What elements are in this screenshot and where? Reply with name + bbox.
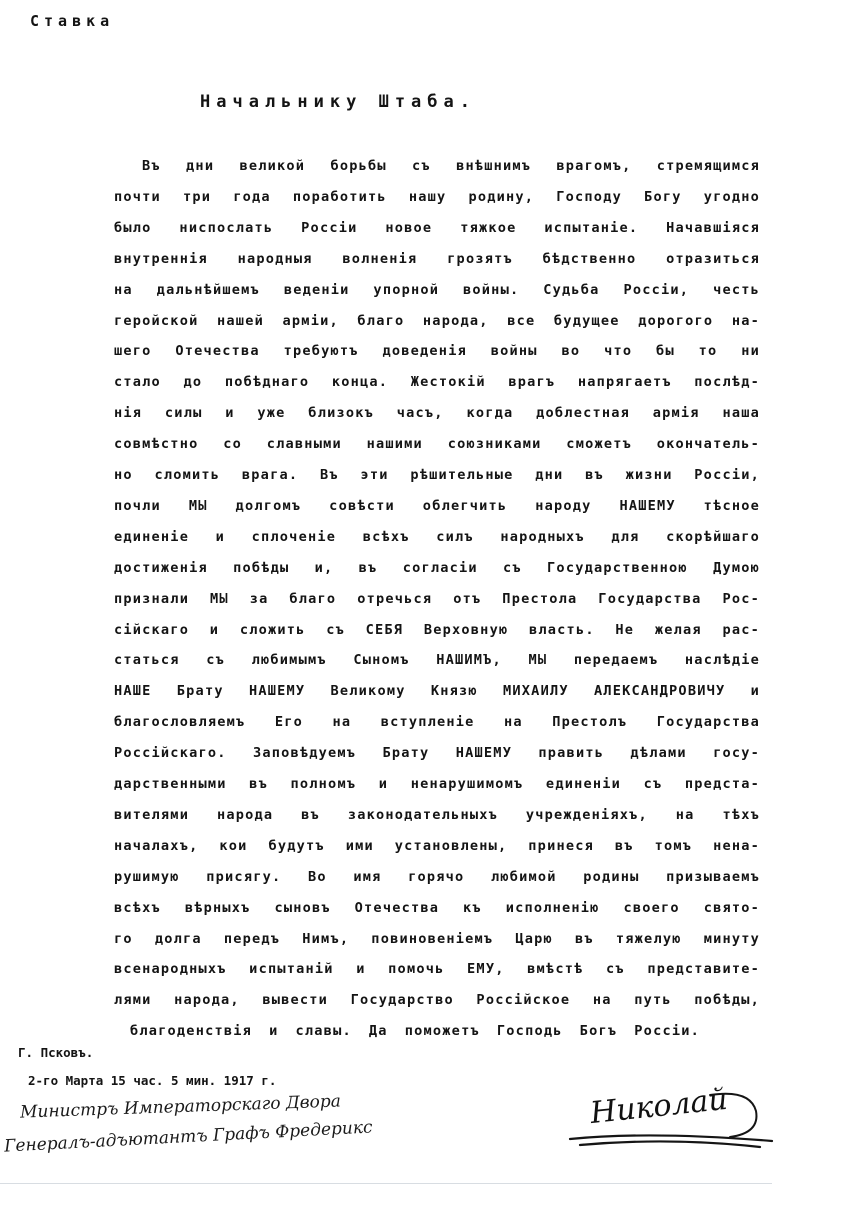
- body-line: сійскаго и сложить съ СЕБЯ Верховную власть. Не желая рас-: [114, 621, 760, 638]
- header-stavka: Ставка: [30, 12, 115, 30]
- signature-name: Николай: [588, 1081, 730, 1132]
- body-line: геройской нашей арміи, благо народа, все будущее дорогого на-: [114, 312, 760, 329]
- body-line: почли МЫ долгомъ совѣсти облегчить народу НАШЕМУ тѣсное: [114, 497, 760, 514]
- body-line: нія силы и уже близокъ часъ, когда доблестная армія наша: [114, 405, 760, 422]
- body-line: началахъ, кои будутъ ими установлены, принеся въ томъ нена-: [114, 837, 760, 854]
- body-line: дарственными въ полномъ и ненарушимомъ единеніи съ предста-: [114, 776, 760, 792]
- body-line: всѣхъ вѣрныхъ сыновъ Отечества къ исполненію своего свято-: [114, 899, 760, 916]
- body-line: лями народа, вывести Государство Россійское на путь побѣды,: [114, 992, 760, 1009]
- body-line: благоденствія и славы. Да поможетъ Господь Богъ Россіи.: [130, 1023, 700, 1040]
- date-of-signing: 2-го Марта 15 час. 5 мин. 1917 г.: [28, 1073, 277, 1088]
- body-line: статься съ любимымъ Сыномъ НАШИМЪ, МЫ передаемъ наслѣдіе: [114, 652, 760, 669]
- body-line: рушимую присягу. Во имя горячо любимой родины призываемъ: [114, 868, 760, 885]
- body-line: вителями народа въ законодательныхъ учрежденіяхъ, на тѣхъ: [114, 806, 760, 823]
- body-line: шего Отечества требуютъ доведенія войны во что бы то ни: [114, 343, 760, 360]
- body-line: совмѣстно со славными нашими союзниками сможетъ окончатель-: [114, 436, 760, 453]
- body-line: на дальнѣйшемъ веденіи упорной войны. Судьба Россіи, честь: [114, 281, 760, 298]
- countersign-line: Министръ Императорскаго Двора: [19, 1091, 342, 1123]
- signature-flourish-icon: [560, 1075, 780, 1155]
- place-of-signing: Г. Псковъ.: [18, 1045, 94, 1060]
- body-line: НАШЕ Брату НАШЕМУ Великому Князю МИХАИЛУ АЛЕКСАНДРОВИЧУ и: [114, 683, 760, 700]
- body-line: единеніе и сплоченіе всѣхъ силъ народныхъ для скорѣйшаго: [114, 528, 760, 545]
- body-line: внутреннія народныя волненія грозятъ бѣдственно отразиться: [114, 250, 760, 267]
- body-line: признали МЫ за благо отречься отъ Престола Государства Рос-: [114, 590, 760, 607]
- signature: [560, 1075, 780, 1155]
- body-line: было ниспослать Россіи новое тяжкое испытаніе. Начавшіяся: [114, 219, 760, 236]
- body-line: почти три года поработить нашу родину, Господу Богу угодно: [114, 188, 760, 205]
- document-title: Начальнику Штаба.: [200, 92, 476, 112]
- body-line: но сломить врага. Въ эти рѣшительные дни въ жизни Россіи,: [114, 467, 760, 483]
- countersignature: [0, 1085, 440, 1165]
- body-line: го долга передъ Нимъ, повиновеніемъ Царю въ тяжелую минуту: [114, 930, 760, 947]
- countersign-line: Генералъ-адъютантъ Графъ Фредерикс: [3, 1117, 373, 1157]
- body-line: Въ дни великой борьбы съ внѣшнимъ врагомъ, стремящимся: [142, 158, 760, 174]
- body-line: Россійскаго. Заповѣдуемъ Брату НАШЕМУ править дѣлами госу-: [114, 745, 760, 762]
- scan-bottom-edge: [0, 1183, 772, 1184]
- body-line: благословляемъ Его на вступленіе на Престолъ Государства: [114, 714, 760, 731]
- body-line: достиженія побѣды и, въ согласіи съ Государственною Думою: [114, 559, 760, 576]
- body-line: стало до побѣднаго конца. Жестокій врагъ напрягаетъ послѣд-: [114, 374, 760, 391]
- body-line: всенародныхъ испытаній и помочь ЕМУ, вмѣстѣ съ представите-: [114, 961, 760, 978]
